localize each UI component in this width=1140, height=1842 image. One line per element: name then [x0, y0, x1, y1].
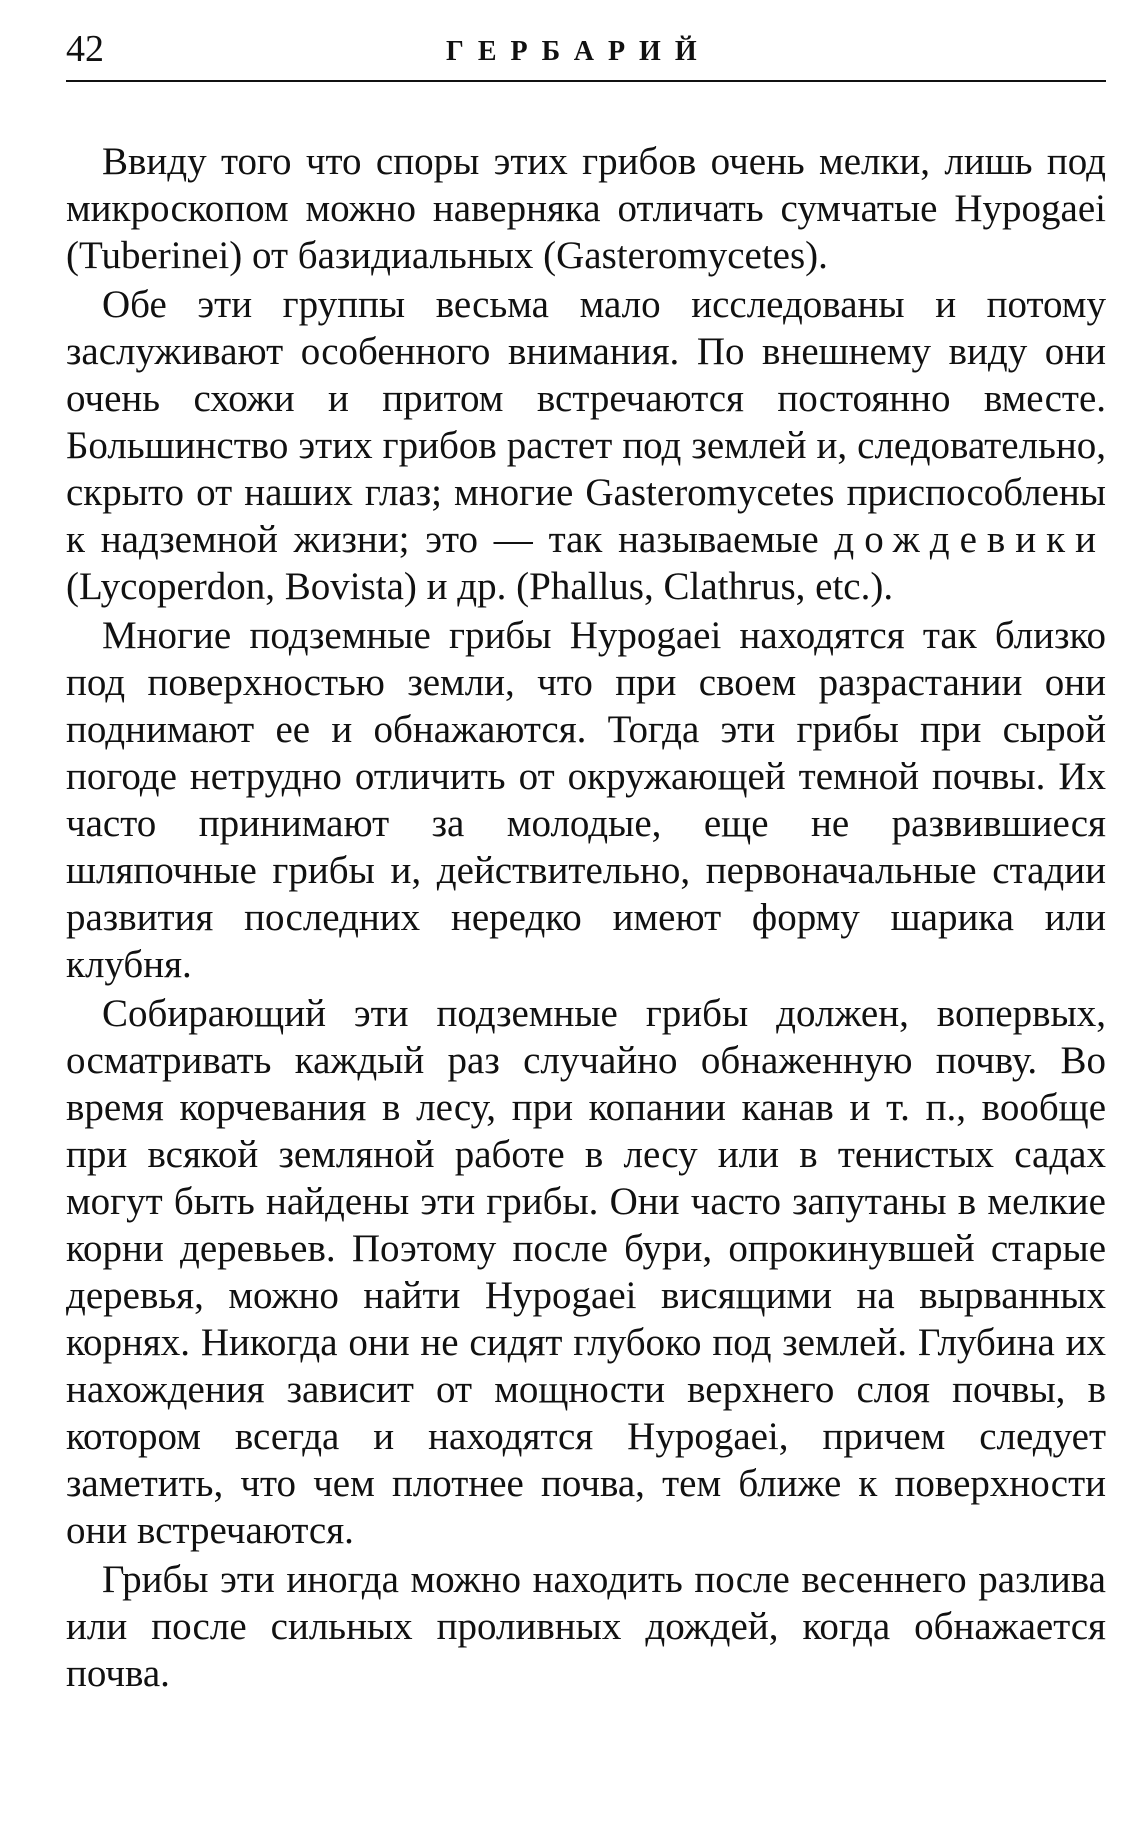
- body-text: [66, 138, 1106, 1697]
- page-header: [66, 20, 1106, 82]
- paragraph-5: Грибы эти иногда можно находить после весеннего разлива или после сильных проливных дождей, когда обнажается почва.: [66, 1558, 1106, 1695]
- paragraph-2-part-b: (Lycoperdon, Bovista) и др. (Phallus, Clathrus, etc.).: [66, 565, 894, 608]
- book-page: [66, 20, 1106, 1699]
- paragraph-2-part-a: Обе эти группы весьма мало исследованы и потому заслуживают особенного внимания. По внешнему виду они очень схожи и притом встречаются постоянно вместе. Большинство этих грибов растет под землей и, следовательно, скрыто от наших глаз; многие Gasteromycetes приспособлены к надземной жизни; это — так называемые: [66, 283, 1106, 561]
- paragraph-2: [66, 281, 1106, 610]
- paragraph-1: Ввиду того что споры этих грибов очень мелки, лишь под микроскопом можно наверняка отличать сумчатые Hypogaei (Tuberinei) от базидиальных (Gasteromycetes).: [66, 140, 1106, 277]
- running-title: ГЕРБАРИЙ: [446, 36, 711, 67]
- spaced-term: дождевики: [834, 518, 1106, 561]
- paragraph-4: Собирающий эти подземные грибы должен, вопервых, осматривать каждый раз случайно обнаженную почву. Во время корчевания в лесу, при копании канав и т. п., вообще при всякой земляной работе в лесу или в тенистых садах могут быть найдены эти грибы. Они часто запутаны в мелкие корни деревьев. Поэтому после бури, опрокинувшей старые деревья, можно найти Hypogaei висящими на вырванных корнях. Никогда они не сидят глубоко под землей. Глубина их нахождения зависит от мощности верхнего слоя почвы, в котором всегда и находятся Hypogaei, причем следует заметить, что чем плотнее почва, тем ближе к поверхности они встречаются.: [66, 992, 1106, 1552]
- page-number: 42: [66, 28, 104, 70]
- paragraph-3: Многие подземные грибы Hypogaei находятся так близко под поверхностью земли, что при своем разрастании они поднимают ее и обнажаются. Тогда эти грибы при сырой погоде нетрудно отличить от окружающей темной почвы. Их часто принимают за молодые, еще не развившиеся шляпочные грибы и, действительно, первоначальные стадии развития последних нередко имеют форму шарика или клубня.: [66, 614, 1106, 986]
